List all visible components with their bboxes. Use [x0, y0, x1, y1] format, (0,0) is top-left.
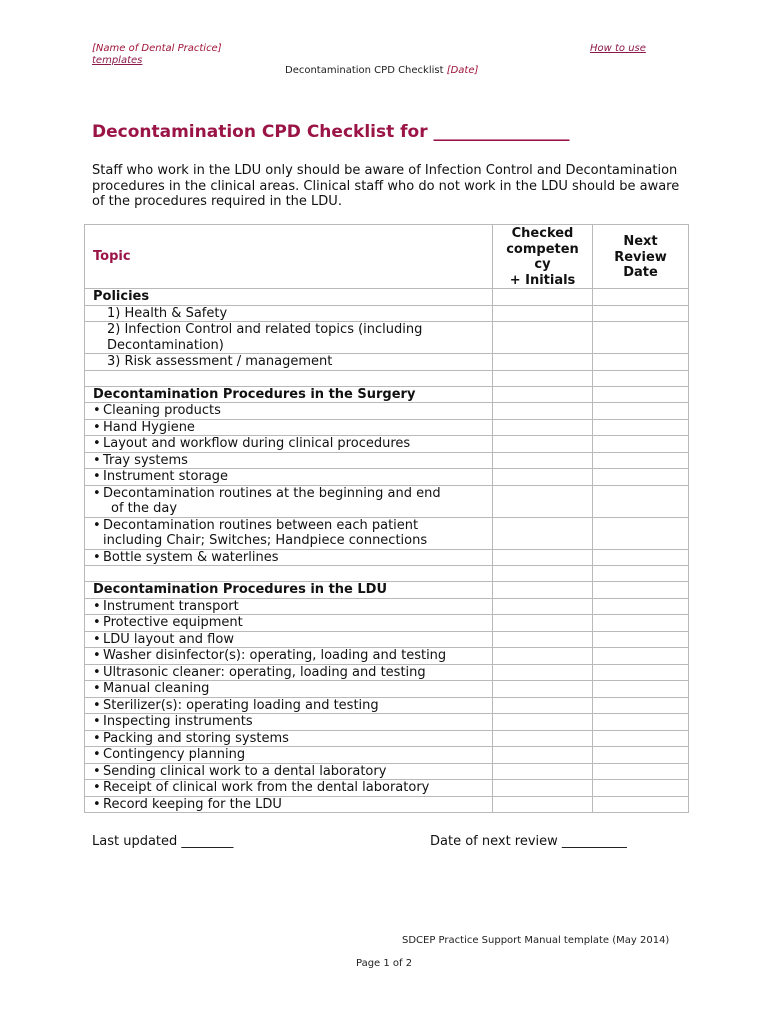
bullet-icon: • [93, 664, 101, 680]
topic-text: Layout and workflow during clinical procedures [103, 436, 411, 451]
topic-cell [85, 517, 493, 549]
review-cell[interactable] [593, 664, 689, 681]
topic-text: Packing and storing systems [103, 730, 289, 746]
table-row [85, 452, 689, 469]
table-row [85, 796, 689, 813]
review-cell[interactable] [593, 582, 689, 599]
topic-cell [85, 469, 493, 486]
topic-cell [85, 631, 493, 648]
checked-cell[interactable] [493, 436, 593, 453]
bullet-icon: • [93, 436, 101, 451]
review-cell[interactable] [593, 517, 689, 549]
table-row [85, 780, 689, 797]
review-cell[interactable] [593, 598, 689, 615]
topic-cell [85, 648, 493, 665]
checked-cell[interactable] [493, 289, 593, 306]
topic-cell [85, 780, 493, 797]
checked-cell[interactable] [493, 386, 593, 403]
table-row [85, 615, 689, 632]
review-cell[interactable] [593, 485, 689, 517]
checked-cell[interactable] [493, 485, 593, 517]
table-row [85, 469, 689, 486]
review-header-line: Next [623, 234, 658, 249]
topic-cell: 1) Health & Safety [85, 305, 493, 322]
topic-cell [85, 796, 493, 813]
checked-header-line: cy [534, 257, 551, 272]
checked-cell[interactable] [493, 780, 593, 797]
topic-line: Decontamination) [107, 337, 224, 353]
bullet-icon: • [93, 631, 101, 647]
checked-cell[interactable] [493, 615, 593, 632]
topic-text: Sending clinical work to a dental laboratory [103, 763, 387, 779]
practice-name: [Name of Dental Practice] [92, 43, 222, 54]
review-cell[interactable] [593, 747, 689, 764]
topic-cell [85, 747, 493, 764]
table-row [85, 322, 689, 354]
review-cell[interactable] [593, 681, 689, 698]
topic-text: Protective equipment [103, 615, 243, 630]
topic-text: including Chair; Switches; Handpiece connections [103, 533, 428, 548]
checked-cell[interactable] [493, 747, 593, 764]
checked-cell[interactable] [493, 452, 593, 469]
topic-text: Washer disinfector(s): operating, loading and testing [103, 648, 447, 663]
topic-text: Contingency planning [103, 747, 246, 762]
review-header-line: Review [614, 249, 667, 265]
topic-text: Instrument storage [103, 469, 229, 484]
checklist-table [84, 224, 689, 813]
topic-cell [85, 452, 493, 469]
review-cell[interactable] [593, 305, 689, 322]
review-cell[interactable] [593, 714, 689, 731]
table-row [85, 549, 689, 566]
review-header-line: Date [623, 265, 658, 280]
review-cell[interactable] [593, 697, 689, 714]
review-cell[interactable] [593, 631, 689, 648]
review-header [593, 225, 689, 289]
page-number: Page 1 of 2 [356, 958, 413, 969]
checked-cell[interactable] [493, 305, 593, 322]
table-row [85, 598, 689, 615]
checked-cell[interactable] [493, 796, 593, 813]
checked-cell[interactable] [493, 322, 593, 354]
review-cell[interactable] [593, 648, 689, 665]
topic-cell [85, 598, 493, 615]
topic-text: Ultrasonic cleaner: operating, loading and testing [103, 664, 426, 680]
checked-header-line: + Initials [509, 272, 576, 288]
topic-line: 2) Infection Control and related topics (including [107, 322, 423, 337]
checked-cell[interactable] [493, 403, 593, 420]
review-cell[interactable] [593, 452, 689, 469]
review-cell[interactable] [593, 289, 689, 306]
topic-text: Decontamination routines at the beginning and end [103, 485, 441, 501]
table-row [85, 436, 689, 453]
table-row [85, 631, 689, 648]
topic-header: Topic [85, 225, 493, 289]
topic-text: Cleaning products [103, 403, 221, 418]
table-row [85, 697, 689, 714]
section-heading: Decontamination Procedures in the LDU [85, 582, 493, 599]
bullet-icon: • [93, 714, 101, 729]
bullet-icon: • [93, 681, 101, 696]
table-row [85, 289, 689, 306]
topic-cell [85, 322, 493, 354]
section-heading: Decontamination Procedures in the Surgery [85, 386, 493, 403]
topic-text: Record keeping for the LDU [103, 796, 282, 812]
table-row [85, 763, 689, 780]
topic-cell [85, 403, 493, 420]
review-cell[interactable] [593, 322, 689, 354]
topic-text: Tray systems [103, 452, 188, 468]
bullet-icon: • [93, 796, 101, 812]
table-row [85, 730, 689, 747]
review-cell[interactable] [593, 763, 689, 780]
bullet-icon: • [93, 549, 101, 565]
checked-cell[interactable] [493, 582, 593, 599]
bullet-icon: • [93, 419, 101, 435]
topic-text: Manual cleaning [103, 681, 210, 696]
checked-cell[interactable] [493, 370, 593, 386]
bullet-icon: • [93, 598, 101, 614]
table-row [85, 714, 689, 731]
topic-text: Decontamination routines between each patient [103, 517, 419, 533]
page-title: Decontamination CPD Checklist for ________________ [92, 122, 570, 142]
table-row [85, 485, 689, 517]
running-header-date: [Date] [446, 65, 479, 76]
manual-footer: SDCEP Practice Support Manual template (May 2014) [402, 935, 670, 946]
topic-cell [85, 436, 493, 453]
topic-text: Hand Hygiene [103, 419, 195, 435]
topic-cell [85, 615, 493, 632]
topic-text: LDU layout and flow [103, 631, 234, 647]
review-cell[interactable] [593, 469, 689, 486]
how-to-use-link[interactable]: How to use [590, 43, 646, 54]
review-cell[interactable] [593, 403, 689, 420]
checked-cell[interactable] [493, 664, 593, 681]
topic-cell [85, 681, 493, 698]
review-cell[interactable] [593, 780, 689, 797]
topic-text: Bottle system & waterlines [103, 549, 279, 565]
bullet-icon: • [93, 697, 101, 713]
table-row [85, 747, 689, 764]
bullet-icon: • [93, 780, 101, 795]
table-row [85, 386, 689, 403]
topic-cell [85, 697, 493, 714]
spacer-row [85, 566, 689, 582]
table-header-row [85, 225, 689, 289]
checked-cell[interactable] [493, 469, 593, 486]
checked-header-line: Checked [511, 226, 574, 241]
table-row [85, 419, 689, 436]
topic-cell [85, 549, 493, 566]
topic-text: Instrument transport [103, 598, 239, 614]
checked-cell[interactable] [493, 697, 593, 714]
checked-cell[interactable] [493, 517, 593, 549]
bullet-icon: • [93, 452, 101, 468]
spacer-row [85, 370, 689, 386]
table-row [85, 664, 689, 681]
topic-cell [85, 419, 493, 436]
checked-cell[interactable] [493, 648, 593, 665]
table-row [85, 403, 689, 420]
next-review: Date of next review __________ [430, 834, 627, 849]
topic-cell [85, 664, 493, 681]
checked-cell[interactable] [493, 631, 593, 648]
checked-cell[interactable] [493, 714, 593, 731]
table-row [85, 517, 689, 549]
table-row [85, 582, 689, 599]
bullet-icon: • [93, 747, 101, 762]
checked-header [493, 225, 593, 289]
topic-cell [85, 485, 493, 517]
checked-cell[interactable] [493, 419, 593, 436]
checked-cell[interactable] [493, 566, 593, 582]
topic-cell [85, 714, 493, 731]
last-updated: Last updated ________ [92, 834, 234, 849]
review-cell[interactable] [593, 615, 689, 632]
checked-header-line: competen [506, 241, 579, 257]
review-cell[interactable] [593, 354, 689, 371]
review-cell[interactable] [593, 370, 689, 386]
checked-cell[interactable] [493, 598, 593, 615]
table-row [85, 354, 689, 371]
topic-text: Receipt of clinical work from the dental laboratory [103, 780, 430, 795]
bullet-icon: • [93, 648, 101, 663]
checked-cell[interactable] [493, 354, 593, 371]
review-cell[interactable] [593, 419, 689, 436]
review-cell[interactable] [593, 796, 689, 813]
topic-text: Sterilizer(s): operating loading and testing [103, 697, 379, 713]
topic-text: Inspecting instruments [103, 714, 253, 729]
review-cell[interactable] [593, 436, 689, 453]
running-header [285, 65, 478, 76]
topic-text: of the day [111, 501, 178, 516]
review-cell[interactable] [593, 386, 689, 403]
section-heading: Policies [85, 289, 493, 306]
review-cell[interactable] [593, 549, 689, 566]
intro-paragraph: Staff who work in the LDU only should be aware of Infection Control and Decontamination procedures in the clinical areas. Clinical staff who do not work in the LDU should be aware of the procedures required in the LDU. [92, 163, 680, 209]
topic-cell [85, 763, 493, 780]
bullet-icon: • [93, 763, 101, 779]
bullet-icon: • [93, 469, 101, 484]
topic-cell: 3) Risk assessment / management [85, 354, 493, 371]
bullet-icon: • [93, 403, 101, 418]
checked-cell[interactable] [493, 681, 593, 698]
running-header-title: Decontamination CPD Checklist [285, 65, 444, 76]
checked-cell[interactable] [493, 763, 593, 780]
checked-cell[interactable] [493, 730, 593, 747]
table-row [85, 648, 689, 665]
bullet-icon: • [93, 517, 101, 533]
bullet-icon: • [93, 730, 101, 746]
bullet-icon: • [93, 615, 101, 630]
bullet-icon: • [93, 485, 101, 501]
review-cell[interactable] [593, 730, 689, 747]
templates-link[interactable]: templates [92, 55, 143, 66]
checked-cell[interactable] [493, 549, 593, 566]
review-cell[interactable] [593, 566, 689, 582]
table-row [85, 305, 689, 322]
table-row [85, 681, 689, 698]
topic-cell [85, 730, 493, 747]
